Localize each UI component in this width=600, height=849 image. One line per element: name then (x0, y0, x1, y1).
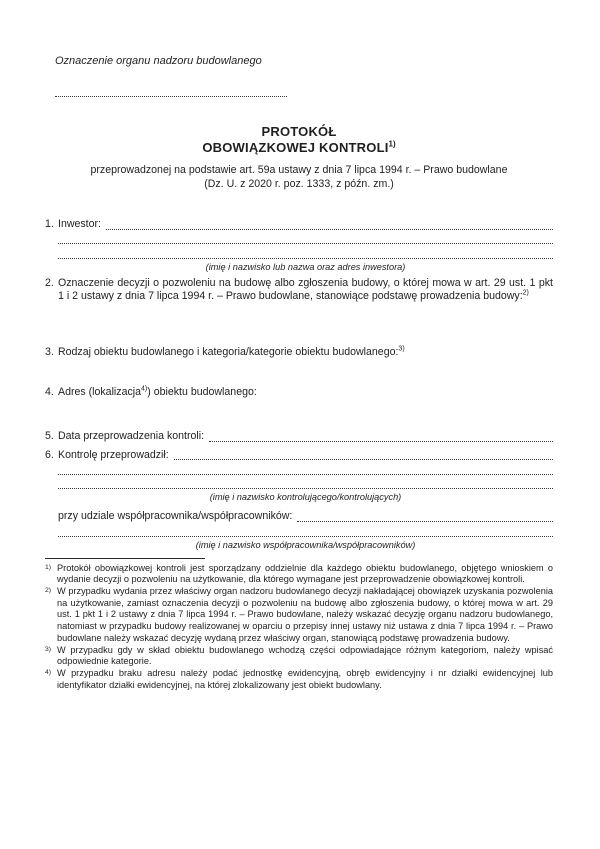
item-number: 2. (45, 276, 54, 289)
inspector-fill-line-3[interactable] (58, 477, 553, 490)
footnote-text: W przypadku gdy w skład obiektu budowlanego wchodzą części odpowiadające różnym kategoriom, należy wpisać odpowiednie kategorie. (57, 644, 553, 667)
footnote-ref: 2) (45, 587, 52, 595)
investor-fill-line-3[interactable] (58, 246, 553, 259)
investor-fill-line-2[interactable] (58, 232, 553, 245)
footnote-ref: 1) (45, 563, 52, 571)
object-type-footnote-ref: 3) (398, 345, 405, 353)
coworker-caption: (imię i nazwisko współpracownika/współpracowników) (195, 539, 416, 550)
footnote-2 (45, 586, 553, 645)
item-address (45, 386, 553, 400)
inspector-caption: (imię i nazwisko kontrolującego/kontrolujących) (209, 492, 402, 503)
investor-fill-line-1[interactable] (106, 228, 553, 230)
item-object-type (45, 346, 553, 360)
investor-caption: (imię i nazwisko lub nazwa oraz adres inwestora) (205, 261, 406, 272)
title-line-1: PROTOKÓŁ (261, 123, 337, 139)
document-subtitle (45, 163, 553, 191)
coworker-fill-line-2[interactable] (58, 524, 553, 537)
inspector-fill-line-2[interactable] (58, 462, 553, 475)
coworker-fill-line-1[interactable] (297, 520, 553, 522)
investor-label: Inwestor: (58, 217, 101, 230)
title-line-2: OBOWIĄZKOWEJ KONTROLI$^{1)}$ (202, 139, 396, 155)
footnote-text: W przypadku wydania przez właściwy organ nadzoru budowlanego decyzji nakładającej obowiązek uzyskania pozwolenia na użytkowanie, zamiast oznaczenia decyzji o pozwoleniu na budowę albo zgłoszenia budowy, o której mowa w art. 29 ust. 1 pkt 1 i 2 ustawy z dnia 7 lipca 1994 r. – Prawo budowlane, należy wskazać decyzję organu nadzoru budowlanego, natomiast w przypadku budowy realizowanej w oparciu o przepisy innej ustawy niż ustawa z dnia 7 lipca 1994 r. – Prawo budowlane należy wskazać decyzję wydaną przez właściwy organ, stanowiącą podstawę prowadzenia budowy. (57, 586, 553, 643)
item-decision (45, 277, 553, 305)
item-number: 4. (45, 385, 54, 398)
address-footnote-ref: 4) (141, 385, 148, 393)
footnote-ref: 3) (45, 645, 52, 653)
subtitle-line-2: (Dz. U. z 2020 r. poz. 1333, z późn. zm.) (204, 177, 394, 190)
decision-footnote-ref: 2) (522, 289, 529, 297)
footnote-divider (45, 558, 205, 559)
coworker-label: przy udziale współpracownika/współpracowników: (58, 510, 293, 523)
footnote-ref: 4) (45, 669, 52, 676)
object-type-text: Rodzaj obiektu budowlanego i kategoria/kategorie obiektu budowlanego:$^{3)}$ (58, 345, 405, 359)
item-number: 3. (45, 346, 54, 359)
inspector-fill-line-1[interactable] (174, 458, 553, 460)
coworker-row (58, 510, 553, 524)
date-fill-line[interactable] (209, 440, 553, 442)
footnote-text: W przypadku braku adresu należy podać jednostkę ewidencyjną, obręb ewidencyjny i nr działki ewidencyjnej lub identyfikator działki ewidencyjnej, na której zlokalizowany jest obiekt budowlany. (57, 668, 553, 690)
item-inspector (45, 449, 553, 551)
footnotes-section (45, 563, 553, 692)
item-investor (45, 218, 553, 273)
footnote-4 (45, 668, 553, 691)
date-label: Data przeprowadzenia kontroli: (58, 429, 205, 442)
title-footnote-ref: 1) (388, 139, 396, 149)
item-number: 6. (45, 448, 54, 461)
decision-text: Oznaczenie decyzji o pozwoleniu na budowę albo zgłoszenia budowy, o której mowa w art. 29 ust. 1 pkt 1 i 2 ustawy z dnia 7 lipca 1994 r. – Prawo budowlane, stanowiące podstawę prowadzenia budowy:$^{2)}$ (58, 276, 553, 303)
org-designation-fill-line[interactable] (55, 95, 287, 97)
footnote-1 (45, 563, 553, 586)
subtitle-line-1: przeprowadzonej na podstawie art. 59a ustawy z dnia 7 lipca 1994 r. – Prawo budowlane (90, 163, 508, 176)
inspector-label: Kontrolę przeprowadził: (58, 448, 169, 461)
footnote-3 (45, 645, 553, 668)
document-title (45, 124, 553, 156)
footnote-text: Protokół obowiązkowej kontroli jest sporządzany oddzielnie dla każdego obiektu budowlanego, objętego wnioskiem o wydanie decyzji o pozwoleniu na użytkowanie, dla którego wymagane jest przeprowadzenie obowiązkowej kontroli. (57, 562, 553, 585)
org-designation-label: Oznaczenie organu nadzoru budowlanego (55, 55, 262, 67)
item-number: 5. (45, 429, 54, 442)
item-number: 1. (45, 217, 54, 230)
item-date (45, 430, 553, 444)
address-text: Adres (lokalizacja$^{4)}$) obiektu budowlanego: (58, 385, 257, 398)
